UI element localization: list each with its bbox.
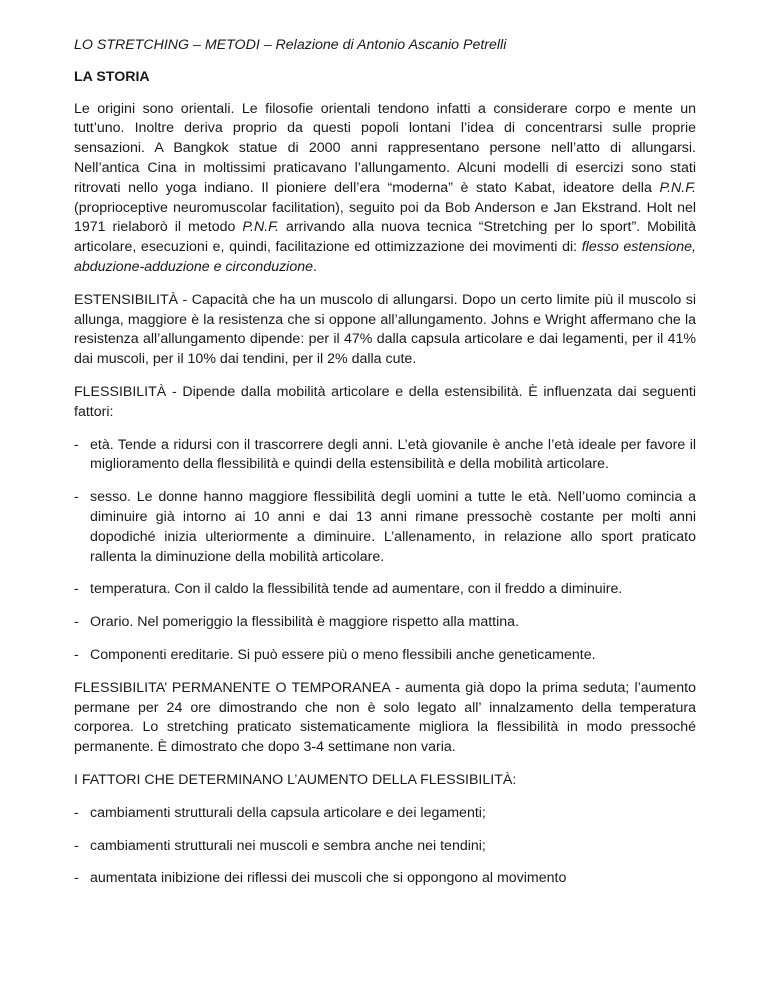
storia-paragraph — [74, 100, 696, 278]
document-header: LO STRETCHING – METODI – Relazione di Antonio Ascanio Petrelli — [74, 37, 507, 53]
list-item — [74, 613, 696, 633]
list-item-text: aumentata inibizione dei riflessi dei muscoli che si oppongono al movimento — [90, 870, 567, 887]
flessibilita-intro: FLESSIBILITÀ - Dipende dalla mobilità articolare e della estensibilità. È influenzata dai seguenti fattori: — [74, 383, 696, 420]
list-item-text: età. Tende a ridursi con il trascorrere degli anni. L’età giovanile è anche l’età ideale per favore il miglioramento della flessibilità e quindi della estensibilità e della mobilità articolare. — [90, 436, 696, 473]
pnf-term-1: P.N.F. — [659, 179, 696, 196]
section-title: LA STORIA — [74, 68, 150, 85]
list-item — [74, 837, 696, 857]
list-item-text: Componenti ereditarie. Si può essere più o meno flessibili anche geneticamente. — [90, 646, 596, 663]
estensibilita-paragraph: ESTENSIBILITÀ - Capacità che ha un muscolo di allungarsi. Dopo un certo limite più il muscolo si allunga, maggiore è la resistenza che si oppone all’allungamento. Johns e Wright affermano che la resistenza all’allungamento dipende: per il 47% dalla capsula articolare e dai legamenti, per il 41% dai muscoli, per il 10% dai tendini, per il 2% dalla cute. — [74, 291, 696, 368]
fattori-list — [74, 436, 696, 666]
movimenti-term: flesso estensione, abduzione-adduzione e circonduzione — [74, 239, 696, 275]
list-dash: - — [74, 804, 79, 821]
pnf-term-2: P.N.F. — [242, 219, 279, 236]
storia-text-3: arrivando alla nuova tecnica “Stretching per lo sport”. Mobilità articolare, esecuzioni e, quindi, facilitazione ed ottimizzazione dei movimenti di: — [74, 219, 696, 256]
list-item — [74, 804, 696, 824]
list-item-text: cambiamenti strutturali della capsula articolare e dei legamenti; — [90, 804, 486, 821]
list-item-text: cambiamenti strutturali nei muscoli e sembra anche nei tendini; — [90, 837, 486, 854]
list-dash: - — [74, 489, 79, 506]
aumento-title: I FATTORI CHE DETERMINANO L’AUMENTO DELLA FLESSIBILITÀ: — [74, 771, 517, 788]
list-item-text: temperatura. Con il caldo la flessibilità tende ad aumentare, con il freddo a diminuire. — [90, 581, 623, 598]
storia-text-4: . — [313, 258, 317, 275]
list-item — [74, 436, 696, 476]
document-page — [74, 36, 696, 902]
list-item — [74, 580, 696, 600]
list-dash: - — [74, 837, 79, 854]
storia-text-2: (proprioceptive neuromuscolar facilitation), seguito poi da Bob Anderson e Jan Ekstrand. Holt nel 1971 rielaborò il metodo — [74, 199, 696, 236]
list-item — [74, 869, 696, 889]
list-item — [74, 488, 696, 567]
list-dash: - — [74, 581, 79, 598]
list-dash: - — [74, 646, 79, 663]
list-item — [74, 646, 696, 666]
aumento-list — [74, 804, 696, 889]
list-dash: - — [74, 436, 79, 453]
list-item-text: Orario. Nel pomeriggio la flessibilità è maggiore rispetto alla mattina. — [90, 614, 519, 631]
list-dash: - — [74, 614, 79, 631]
list-item-text: sesso. Le donne hanno maggiore flessibilità degli uomini a tutte le età. Nell’uomo comincia a diminuire già intorno ai 10 anni e dai 13 anni rimane pressochè costante per molti anni dopodiché inizia ulteriormente a diminuire. L’allenamento, in relazione allo sport praticato rallenta la diminuzione della mobilità articolare. — [90, 489, 696, 565]
storia-text-1: Le origini sono orientali. Le filosofie orientali tendono infatti a considerare corpo e mente un tutt’uno. Inoltre deriva proprio da questi popoli lontani l’idea di concentrarsi sulle proprie sensazioni. A Bangkok statue di 2000 anni rappresentano persone nell’atto di allungarsi. Nell’antica Cina in moltissimi praticavano l’allungamento. Alcuni modelli di esercizi sono stati ritrovati nello yoga indiano. Il pioniere dell’era “moderna” è stato Kabat, ideatore della — [74, 100, 696, 196]
list-dash: - — [74, 870, 79, 887]
permanente-paragraph: FLESSIBILITA’ PERMANENTE O TEMPORANEA - aumenta già dopo la prima seduta; l’aumento permane per 24 ore dimostrando che non è solo legato all’ innalzamento della temperatura corporea. Lo stretching praticato sistematicamente migliora la flessibilità in modo pressoché permanente. È dimostrato che dopo 3-4 settimane non varia. — [74, 679, 696, 756]
